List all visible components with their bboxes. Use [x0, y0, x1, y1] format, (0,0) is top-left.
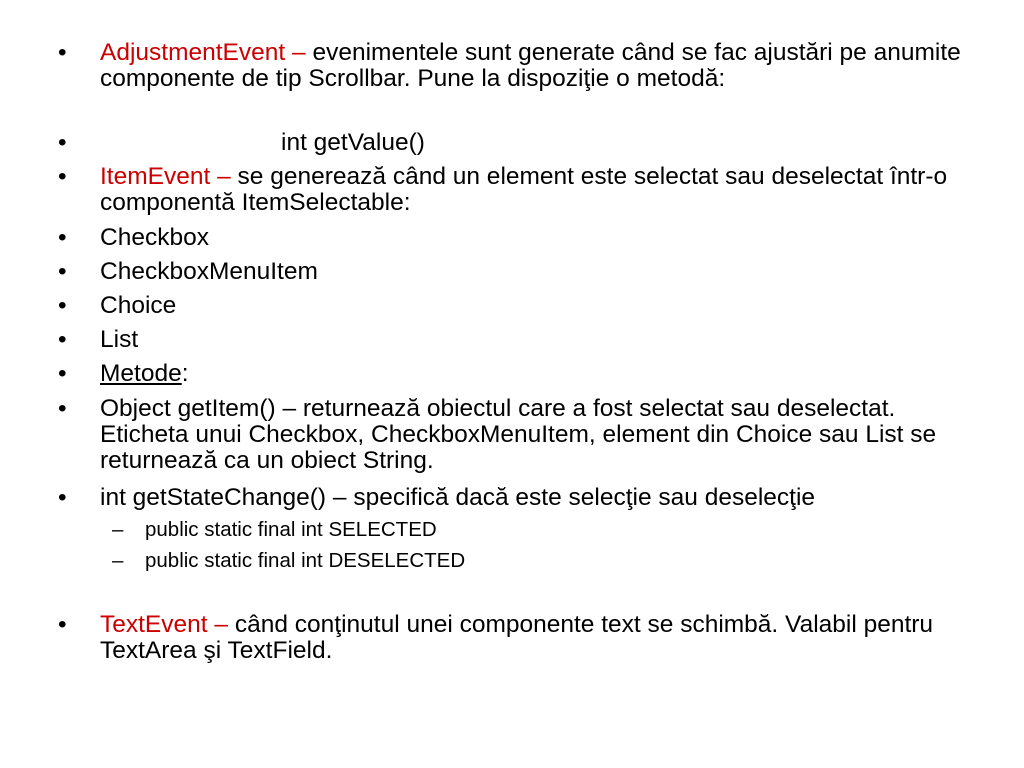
sub-bullet-text: public static final int DESELECTED	[145, 549, 466, 572]
sub-bullet-marker: –	[112, 549, 124, 572]
term-adjustment-event: AdjustmentEvent –	[100, 39, 306, 66]
sub-bullet-text: public static final int SELECTED	[145, 518, 437, 541]
adjustment-event-description: evenimentele sunt generate când se fac ajustări pe anumite componente de tip Scrollbar. Pune la dispoziţie o metodă:	[100, 39, 961, 92]
heading-metode: Metode	[100, 360, 182, 387]
bullet-marker: •	[58, 39, 67, 66]
bullet-marker: •	[58, 484, 67, 511]
bullet-text: int getStateChange() – specifică dacă este selecţie sau deselecţie	[100, 484, 816, 511]
bullet-marker: •	[58, 395, 67, 422]
bullet-text	[100, 40, 980, 92]
term-item-event: ItemEvent –	[100, 163, 231, 190]
heading-colon: :	[181, 360, 189, 387]
bullet-text: List	[100, 326, 139, 353]
bullet-text	[100, 612, 980, 664]
bullet-marker: •	[58, 292, 67, 319]
text-event-description: când conţinutul unei componente text se schimbă. Valabil pentru TextArea şi TextField.	[100, 611, 934, 664]
term-text-event: TextEvent –	[100, 611, 229, 638]
bullet-marker: •	[58, 360, 67, 387]
bullet-marker: •	[58, 224, 67, 251]
bullet-text	[100, 164, 980, 216]
sub-bullet-marker: –	[112, 518, 124, 541]
bullet-marker: •	[58, 258, 67, 285]
method-get-value: int getValue()	[281, 129, 425, 156]
bullet-text: Choice	[100, 292, 177, 319]
bullet-text	[100, 130, 980, 156]
bullet-marker: •	[58, 129, 67, 156]
bullet-text: Checkbox	[100, 224, 209, 251]
bullet-text: CheckboxMenuItem	[100, 258, 318, 285]
bullet-text: Object getItem() – returnează obiectul care a fost selectat sau deselectat. Eticheta unui Checkbox, CheckboxMenuItem, element din Choice sau List se returnează ca un obiect String.	[100, 395, 937, 474]
bullet-text	[100, 361, 980, 387]
item-event-description: se generează când un element este selectat sau deselectat într-o componentă ItemSelectable:	[100, 163, 948, 216]
bullet-marker: •	[58, 163, 67, 190]
bullet-marker: •	[58, 611, 67, 638]
bullet-marker: •	[58, 326, 67, 353]
